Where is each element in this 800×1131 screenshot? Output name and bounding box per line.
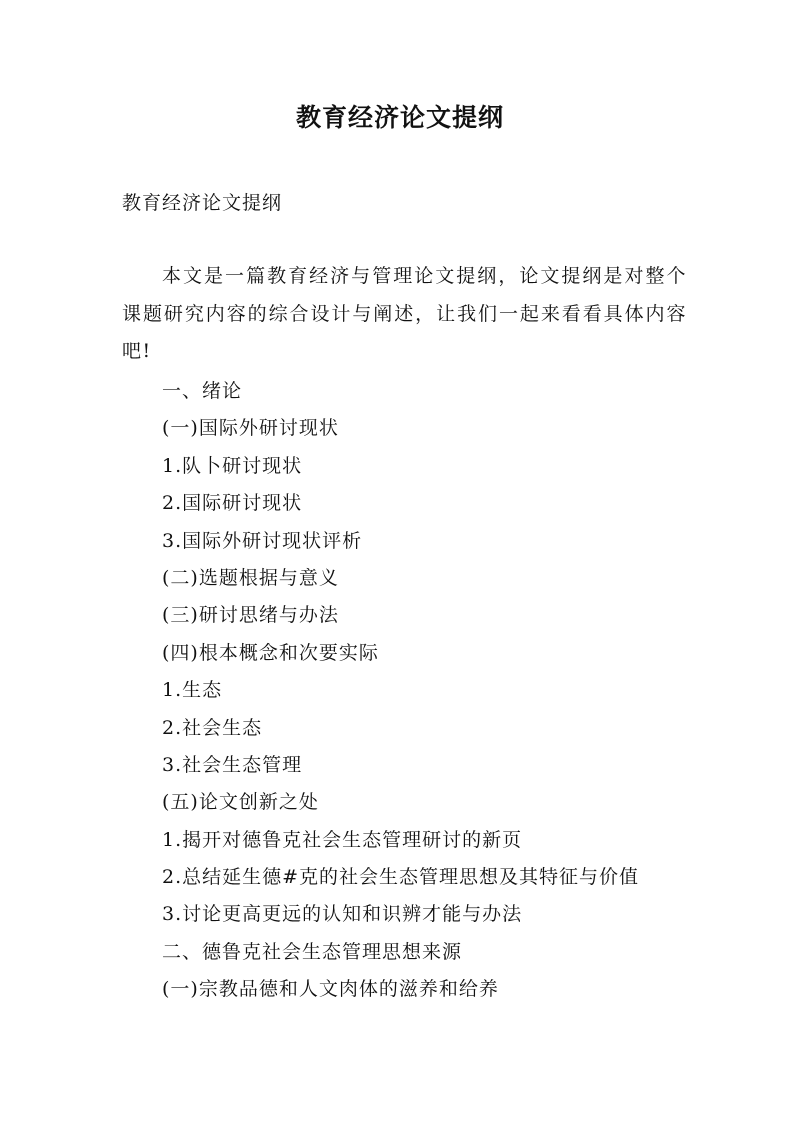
document-subtitle: 教育经济论文提纲 [122, 192, 283, 214]
outline-item: 2.国际研讨现状 [162, 492, 303, 515]
outline-item: 2.社会生态 [162, 716, 263, 739]
outline-item: 1.队卜研讨现状 [162, 454, 303, 477]
document-title: 教育经济论文提纲 [295, 103, 504, 132]
outline-list [162, 373, 639, 1009]
outline-item: (五)论文创新之处 [162, 791, 319, 814]
outline-item: 2.总结延生德#克的社会生态管理思想及其特征与价值 [162, 866, 640, 889]
outline-item: 二、德鲁克社会生态管理思想来源 [162, 940, 463, 963]
outline-item: 1.生态 [162, 679, 223, 702]
outline-item: (一)宗教品德和人文肉体的滋养和给养 [162, 978, 499, 1001]
intro-paragraph: 本文是一篇教育经济与管理论文提纲，论文提纲是对整个课题研究内容的综合设计与阐述，让我们一起来看看具体内容吧! [122, 265, 687, 362]
outline-item: 3.讨论更高更远的认知和识辨才能与办法 [162, 903, 523, 926]
outline-item: 3.国际外研讨现状评析 [162, 529, 363, 552]
outline-item: 1.揭开对德鲁克社会生态管理研讨的新页 [162, 828, 523, 851]
outline-item: (一)国际外研讨现状 [162, 417, 339, 440]
outline-item: 一、绪论 [162, 380, 243, 402]
outline-item: (二)选题根据与意义 [162, 566, 339, 589]
outline-item: (三)研讨思绪与办法 [162, 604, 339, 627]
outline-item: (四)根本概念和次要实际 [162, 641, 379, 664]
outline-item: 3.社会生态管理 [162, 753, 303, 776]
